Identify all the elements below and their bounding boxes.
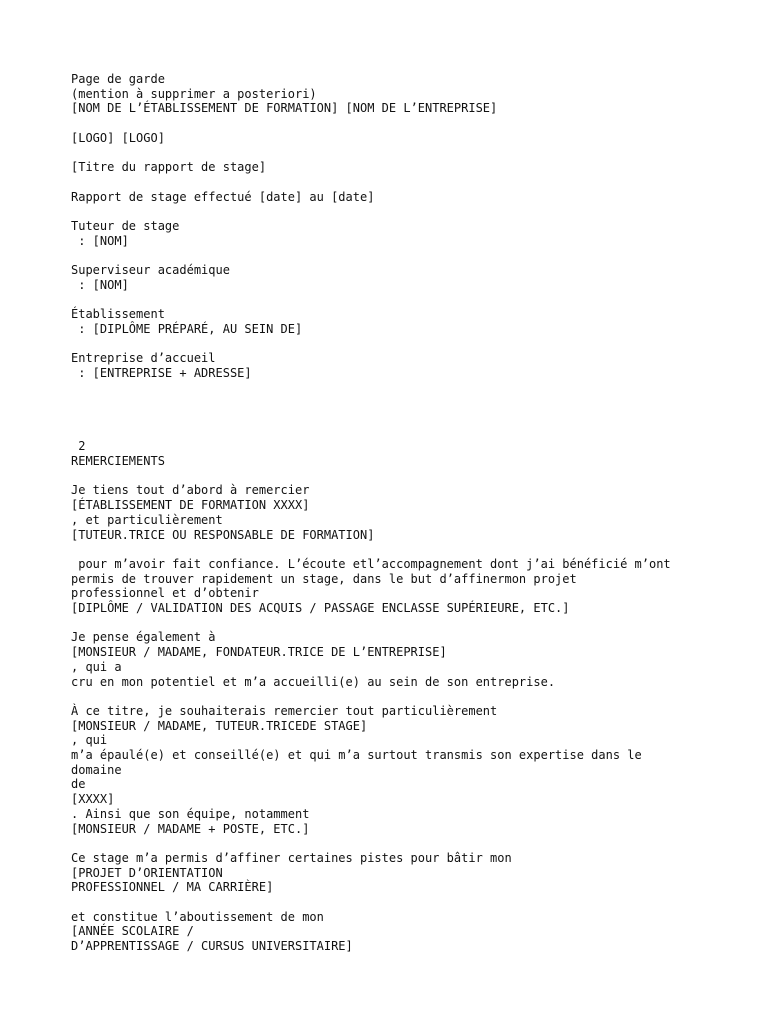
- field-label-tutor: Tuteur de stage: [71, 218, 180, 233]
- text-line: Je pense également à: [71, 630, 216, 645]
- paragraph-4: [71, 704, 731, 836]
- text-line: permis de trouver rapidement un stage, dans le but d’affinermon projet: [71, 571, 577, 586]
- text-line: [XXXX]: [71, 792, 115, 807]
- field-label-supervisor: Superviseur académique: [71, 263, 230, 278]
- text-line: À ce titre, je souhaiterais remercier tout particulièrement: [71, 703, 498, 718]
- field-value-supervisor: : [NOM]: [71, 277, 129, 292]
- cover-note: (mention à supprimer a posteriori): [71, 86, 317, 101]
- text-line: m’a épaulé(e) et conseillé(e) et qui m’a surtout transmis son expertise dans le: [71, 748, 642, 763]
- cover-logos: [LOGO] [LOGO]: [71, 130, 165, 145]
- text-line: PROFESSIONNEL / MA CARRIÈRE]: [71, 880, 274, 895]
- text-line: [ANNÉE SCOLAIRE /: [71, 924, 194, 939]
- text-line: [MONSIEUR / MADAME, FONDATEUR.TRICE DE L’ENTREPRISE]: [71, 645, 447, 660]
- paragraph-1: [71, 483, 731, 542]
- paragraph-6: [71, 910, 731, 954]
- text-line: cru en mon potentiel et m’a accueilli(e) au sein de son entreprise.: [71, 674, 556, 689]
- text-line: de: [71, 777, 86, 792]
- text-line: [DIPLÔME / VALIDATION DES ACQUIS / PASSAGE ENCLASSE SUPÉRIEURE, ETC.]: [71, 601, 570, 616]
- paragraph-5: [71, 851, 731, 895]
- report-period: Rapport de stage effectué [date] au [date]: [71, 189, 375, 204]
- field-label-institution: Établissement: [71, 307, 165, 322]
- cover-title: Page de garde: [71, 72, 165, 86]
- text-line: . Ainsi que son équipe, notamment: [71, 806, 310, 821]
- page-number: 2: [71, 439, 86, 454]
- field-value-institution: : [DIPLÔME PRÉPARÉ, AU SEIN DE]: [71, 321, 303, 336]
- text-line: [MONSIEUR / MADAME, TUTEUR.TRICEDE STAGE]: [71, 718, 368, 733]
- cover-page: [71, 72, 731, 381]
- report-title: [Titre du rapport de stage]: [71, 160, 267, 175]
- paragraph-2: [71, 557, 731, 616]
- thanks-section: [71, 439, 731, 954]
- text-line: D’APPRENTISSAGE / CURSUS UNIVERSITAIRE]: [71, 939, 353, 954]
- field-value-company: : [ENTREPRISE + ADRESSE]: [71, 365, 252, 380]
- text-line: [MONSIEUR / MADAME + POSTE, ETC.]: [71, 821, 310, 836]
- text-line: Je tiens tout d’abord à remercier: [71, 483, 310, 498]
- field-value-tutor: : [NOM]: [71, 233, 129, 248]
- text-line: , qui: [71, 733, 108, 748]
- paragraph-3: [71, 630, 731, 689]
- document-page: [71, 72, 731, 954]
- field-label-company: Entreprise d’accueil: [71, 351, 216, 366]
- text-line: pour m’avoir fait confiance. L’écoute etl’accompagnement dont j’ai bénéficié m’ont: [71, 556, 671, 571]
- section-heading: REMERCIEMENTS: [71, 454, 165, 469]
- text-line: et constitue l’aboutissement de mon: [71, 909, 324, 924]
- text-line: professionnel et d’obtenir: [71, 586, 259, 601]
- text-line: , et particulièrement: [71, 512, 223, 527]
- cover-institutions: [NOM DE L’ÉTABLISSEMENT DE FORMATION] [NOM DE L’ENTREPRISE]: [71, 101, 498, 116]
- text-line: [TUTEUR.TRICE OU RESPONSABLE DE FORMATION]: [71, 527, 375, 542]
- text-line: [ÉTABLISSEMENT DE FORMATION XXXX]: [71, 498, 310, 513]
- text-line: domaine: [71, 762, 122, 777]
- text-line: [PROJET D’ORIENTATION: [71, 865, 223, 880]
- text-line: , qui a: [71, 659, 122, 674]
- text-line: Ce stage m’a permis d’affiner certaines pistes pour bâtir mon: [71, 850, 512, 865]
